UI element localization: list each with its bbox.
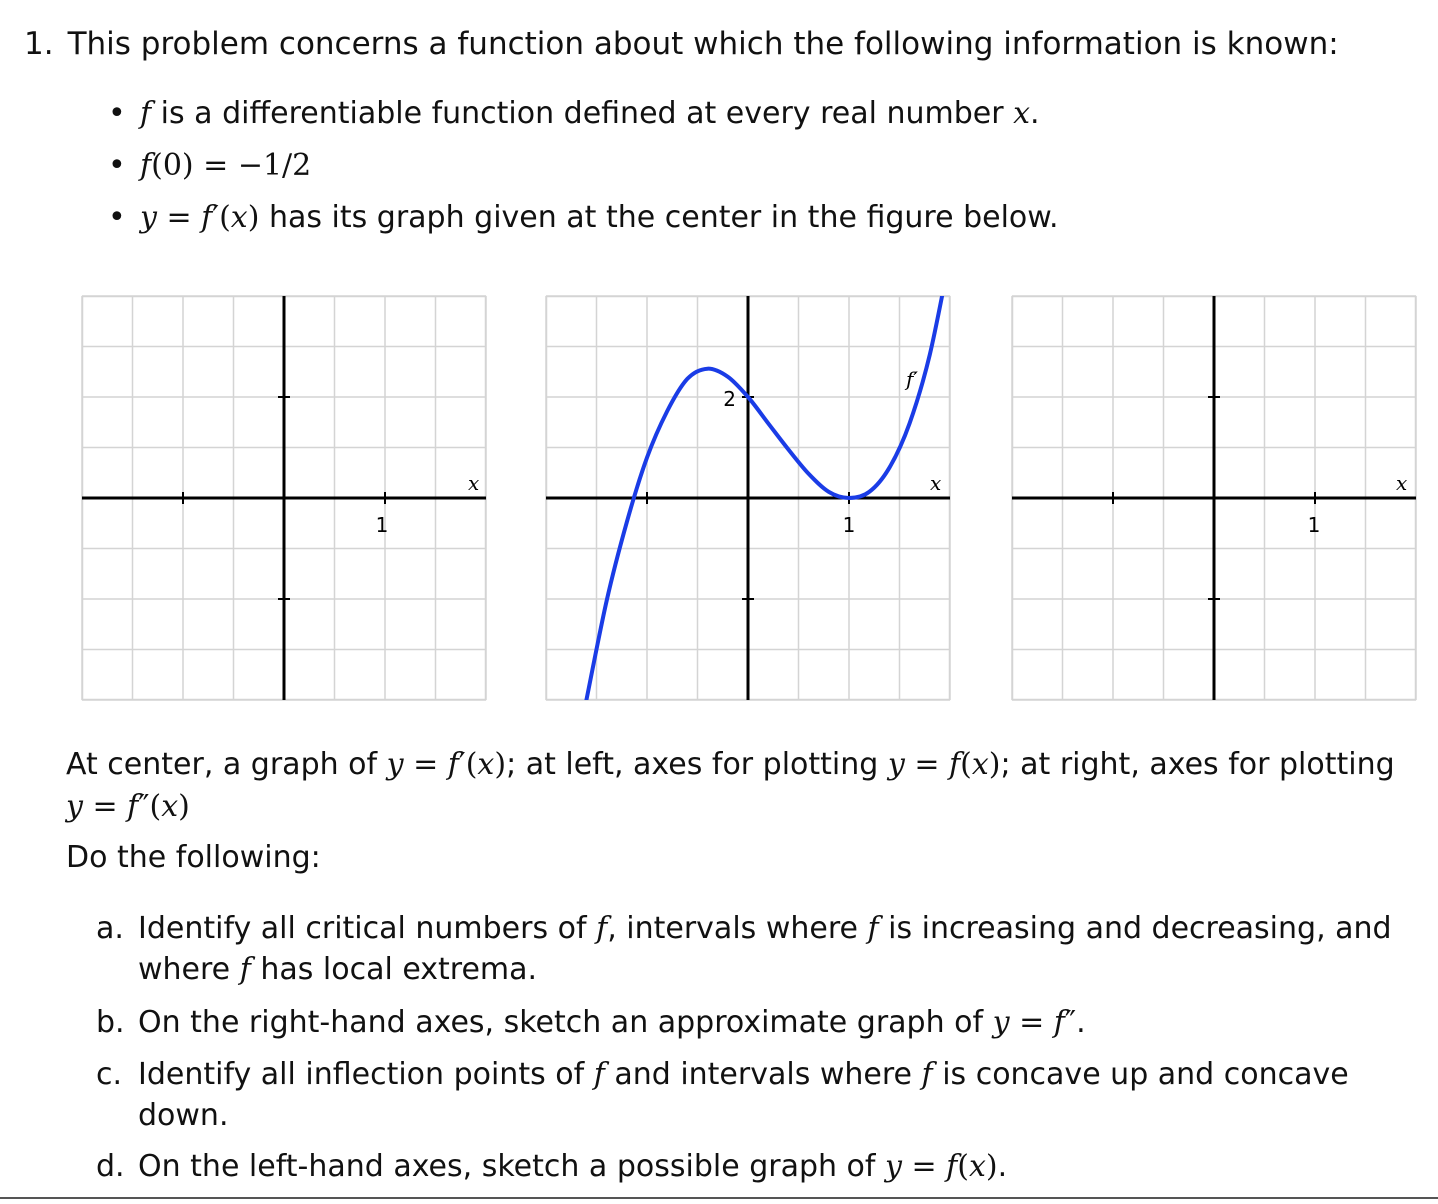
bullet-dot: • (108, 96, 126, 131)
problem-heading (24, 26, 1339, 62)
part-label: a. (96, 911, 124, 946)
y-tick-label: 2 (723, 387, 736, 411)
do-following-heading: Do the following: (66, 840, 321, 875)
bullet-item-differentiable: • f is a differentiable function defined at every real number x. (108, 96, 1040, 131)
left-axes-svg (82, 296, 486, 700)
part-d: d. On the left-hand axes, sketch a possible graph of y = f(x). (96, 1146, 1406, 1187)
problem-intro: This problem concerns a function about which the following information is known: (67, 26, 1339, 62)
x-axis-label: x (1396, 471, 1408, 495)
part-label: d. (96, 1149, 125, 1184)
part-b: b. On the right-hand axes, sketch an approximate graph of y = f″. (96, 1002, 1406, 1043)
right-axes-for-f-double-prime (1012, 296, 1416, 700)
axes (82, 296, 486, 700)
axes (546, 296, 950, 700)
bullet-item-derivative-graph: • y = f′(x) has its graph given at the center in the figure below. (108, 200, 1059, 235)
x-axis-label: x (930, 471, 942, 495)
left-axes-for-f (82, 296, 486, 700)
part-c: c. Identify all inflection points of f and intervals where f is concave up and concave down. (96, 1054, 1406, 1095)
part-a: a. Identify all critical numbers of f, intervals where f is increasing and decreasing, and where f has local extrema. (96, 908, 1406, 949)
x-tick-label: 1 (375, 513, 389, 537)
center-graph-svg (546, 296, 950, 700)
f-prime-curve (586, 256, 950, 700)
bullet-item-initial-value: • f(0) = −1/2 (108, 148, 312, 183)
figure-caption: At center, a graph of y = f′(x); at left, axes for plotting y = f(x); at right, axes for plotting y = f″(x) (66, 747, 1395, 824)
part-label: b. (96, 1005, 125, 1040)
center-graph-f-prime (546, 296, 950, 700)
bullet-dot: • (108, 200, 126, 235)
x-tick-label: 1 (842, 513, 856, 537)
bullet-dot: • (108, 148, 126, 183)
right-axes-svg (1012, 296, 1416, 700)
bottom-rule (0, 1197, 1438, 1199)
x-axis-label: x (468, 471, 480, 495)
part-label: c. (96, 1057, 123, 1092)
x-tick-label: 1 (1307, 513, 1321, 537)
problem-number: 1. (24, 26, 54, 62)
curve-label: f′ (906, 367, 918, 391)
axes (1012, 296, 1416, 700)
